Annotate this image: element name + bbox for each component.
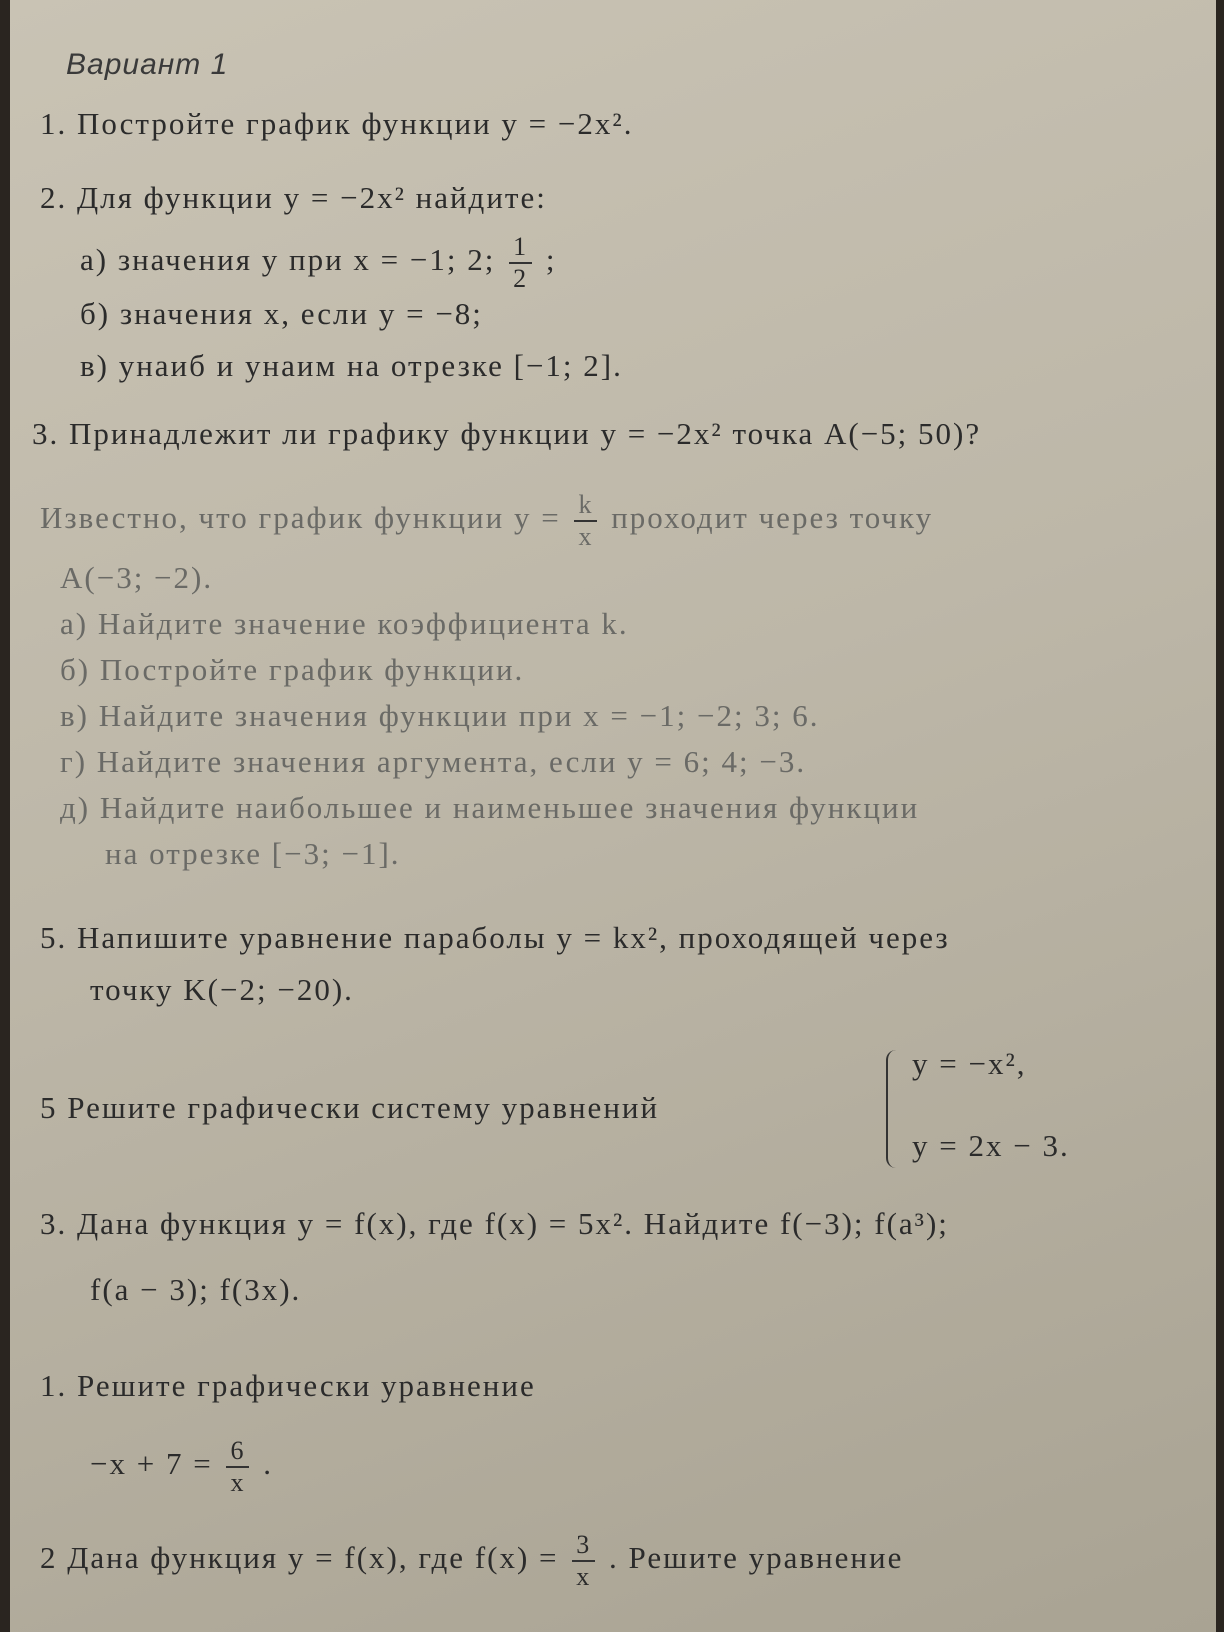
fraction-denominator: 2 <box>513 264 529 293</box>
task-5: 5. Напишите уравнение параболы y = kx², проходящей через <box>40 920 950 955</box>
fraction-one-half <box>509 232 532 294</box>
task-5-cont: точку K(−2; −20). <box>90 972 354 1007</box>
task-4b: б) Постройте график функции. <box>60 652 525 687</box>
task-8-equation <box>90 1436 273 1498</box>
task-1: 1. Постройте график функции y = −2x². <box>40 106 634 141</box>
task-4e: д) Найдите наибольшее и наименьшее значения функции <box>60 790 920 825</box>
fraction-numerator: k <box>574 490 597 522</box>
fraction-numerator: 1 <box>509 232 532 264</box>
task-4-point: A(−3; −2). <box>60 560 214 595</box>
task-4-text-end: проходит через точку <box>611 500 934 536</box>
fraction-numerator: 6 <box>226 1436 249 1468</box>
worksheet-page <box>10 0 1216 1632</box>
task-4c: в) Найдите значения функции при x = −1; −2; 3; 6. <box>60 698 820 733</box>
task-6: 5 Решите графически систему уравнений <box>40 1090 660 1125</box>
fraction-denominator: x <box>578 522 594 551</box>
task-8: 1. Решите графически уравнение <box>40 1368 536 1403</box>
task-9 <box>40 1530 903 1592</box>
task-7: 3. Дана функция y = f(x), где f(x) = 5x². Найдите f(−3); f(a³); <box>40 1206 949 1241</box>
task-4a: а) Найдите значение коэффициента k. <box>60 606 629 641</box>
system-equation-1: y = −x², <box>912 1046 1027 1081</box>
task-2b: б) значения x, если y = −8; <box>80 296 483 331</box>
fraction-denominator: x <box>576 1562 592 1591</box>
task-4e-cont: на отрезке [−3; −1]. <box>105 836 401 871</box>
task-4d: г) Найдите значения аргумента, если y = 6; 4; −3. <box>60 744 807 779</box>
task-4 <box>40 490 933 552</box>
system-equation-2: y = 2x − 3. <box>912 1128 1070 1163</box>
fraction-denominator: x <box>230 1468 246 1497</box>
task-2a-text: а) значения y при x = −1; 2; <box>80 242 496 278</box>
task-2a <box>80 232 556 294</box>
task-7-cont: f(a − 3); f(3x). <box>90 1272 302 1307</box>
fraction-numerator: 3 <box>572 1530 595 1562</box>
equation-end: . <box>263 1446 273 1482</box>
variant-title: Вариант 1 <box>66 48 229 81</box>
task-9-text-end: . Решите уравнение <box>609 1540 904 1576</box>
fraction-six-over-x <box>226 1436 249 1498</box>
task-4-text: Известно, что график функции y = <box>40 500 561 536</box>
fraction-k-over-x <box>574 490 597 552</box>
task-3: 3. Принадлежит ли графику функции y = −2x² точка A(−5; 50)? <box>32 416 982 451</box>
task-2: 2. Для функции y = −2x² найдите: <box>40 180 547 215</box>
task-9-text: 2 Дана функция y = f(x), где f(x) = <box>40 1540 559 1576</box>
fraction-three-over-x <box>572 1530 595 1592</box>
system-brace <box>886 1050 906 1168</box>
task-2c: в) yнаиб и yнаим на отрезке [−1; 2]. <box>80 348 623 383</box>
equation-left: −x + 7 = <box>90 1446 213 1482</box>
task-2a-end: ; <box>545 242 557 278</box>
